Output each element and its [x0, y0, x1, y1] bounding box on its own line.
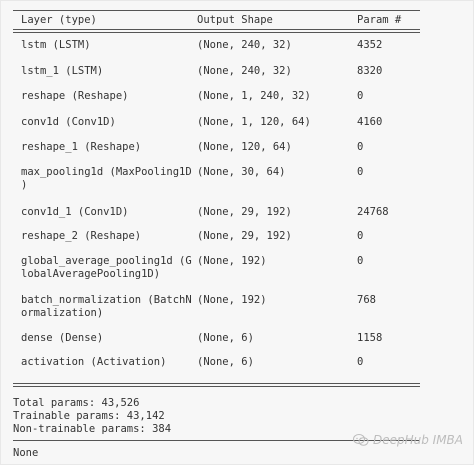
- trainable-params: Trainable params: 43,142: [13, 410, 165, 422]
- layer-name: dense (Dense): [21, 332, 104, 344]
- layer-name: conv1d (Conv1D): [21, 116, 116, 128]
- output-shape: (None, 192): [197, 255, 267, 267]
- param-count: 0: [357, 90, 364, 102]
- header-param-count: Param #: [357, 14, 402, 26]
- output-shape: (None, 240, 32): [197, 65, 292, 77]
- param-count: 768: [357, 294, 376, 306]
- wechat-icon: [353, 434, 369, 446]
- top-separator: [13, 10, 420, 11]
- output-shape: (None, 29, 192): [197, 230, 292, 242]
- layer-name: batch_normalization (BatchN ormalization): [21, 294, 192, 319]
- param-count: 0: [357, 255, 364, 267]
- layer-name: conv1d_1 (Conv1D): [21, 206, 129, 218]
- layer-name: reshape (Reshape): [21, 90, 129, 102]
- layer-name: reshape_1 (Reshape): [21, 141, 142, 153]
- watermark-text: DeepHub IMBA: [372, 433, 463, 447]
- header-layer-type: Layer (type): [21, 14, 97, 26]
- layer-name: global_average_pooling1d (G lobalAveragePooling1D): [21, 255, 192, 280]
- layer-name: reshape_2 (Reshape): [21, 230, 142, 242]
- output-shape: (None, 30, 64): [197, 166, 286, 178]
- watermark: [353, 433, 463, 447]
- param-count: 0: [357, 141, 364, 153]
- layer-name: max_pooling1d (MaxPooling1D ): [21, 166, 192, 191]
- output-shape: (None, 1, 240, 32): [197, 90, 311, 102]
- output-shape: (None, 192): [197, 294, 267, 306]
- param-count: 24768: [357, 206, 389, 218]
- param-count: 0: [357, 230, 364, 242]
- output-shape: (None, 6): [197, 356, 254, 368]
- param-count: 4160: [357, 116, 383, 128]
- layer-name: activation (Activation): [21, 356, 167, 368]
- param-count: 1158: [357, 332, 383, 344]
- header-output-shape: Output Shape: [197, 14, 273, 26]
- param-count: 8320: [357, 65, 383, 77]
- footer-separator: [13, 383, 420, 387]
- table-header: [1, 14, 474, 28]
- output-shape: (None, 6): [197, 332, 254, 344]
- return-value: None: [13, 447, 39, 459]
- output-shape: (None, 29, 192): [197, 206, 292, 218]
- layer-name: lstm (LSTM): [21, 39, 91, 51]
- non-trainable-params: Non-trainable params: 384: [13, 423, 172, 435]
- output-shape: (None, 120, 64): [197, 141, 292, 153]
- output-shape: (None, 1, 120, 64): [197, 116, 311, 128]
- total-params: Total params: 43,526: [13, 397, 140, 409]
- layer-name: lstm_1 (LSTM): [21, 65, 104, 77]
- param-count: 0: [357, 166, 364, 178]
- output-shape: (None, 240, 32): [197, 39, 292, 51]
- param-count: 0: [357, 356, 364, 368]
- param-count: 4352: [357, 39, 383, 51]
- header-separator: [13, 29, 420, 33]
